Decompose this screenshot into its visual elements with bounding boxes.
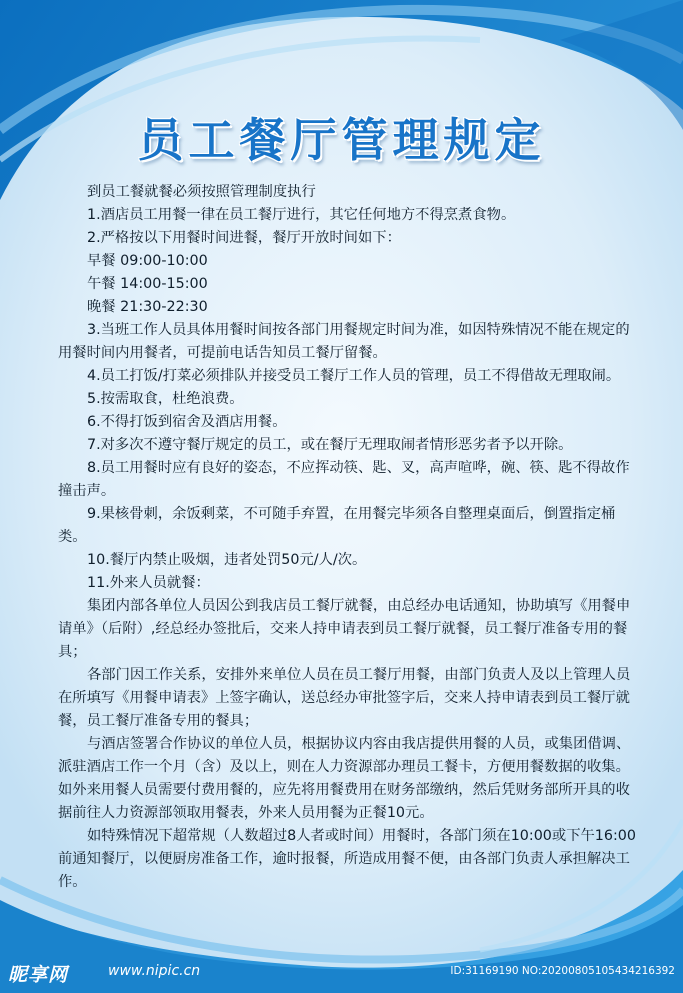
watermark-id: ID:31169190 NO:20200805105434216392 bbox=[450, 965, 675, 977]
breakfast-time: 早餐 09:00-10:00 bbox=[87, 253, 208, 269]
rule-11-special-cases: 如特殊情况下超常规（人数超过8人者或时间）用餐时，各部门须在10:00或下午16:00前通知餐厅，以便厨房准备工作，逾时报餐，所造成用餐不便，由各部门负责人承担解决工作。 bbox=[58, 828, 636, 890]
rule-1: 1.酒店员工用餐一律在员工餐厅进行，其它任何地方不得烹煮食物。 bbox=[87, 207, 516, 223]
dinner-time: 晚餐 21:30-22:30 bbox=[87, 299, 208, 315]
rule-11: 11.外来人员就餐： bbox=[87, 575, 210, 591]
rule-9: 9.果核骨刺，余饭剩菜，不可随手弃置，在用餐完毕须各自整理桌面后，倒置指定桶类。 bbox=[58, 506, 616, 545]
intro-line: 到员工餐就餐必须按照管理制度执行 bbox=[87, 184, 316, 200]
rule-6: 6.不得打饭到宿舍及酒店用餐。 bbox=[87, 414, 287, 430]
rule-3: 3.当班工作人员具体用餐时间按各部门用餐规定时间为准，如因特殊情况不能在规定的用餐时间内用餐者，可提前电话告知员工餐厅留餐。 bbox=[58, 322, 630, 361]
rule-8: 8.员工用餐时应有良好的姿态，不应挥动筷、匙、叉，高声喧哗，碗、筷、匙不得故作撞击声。 bbox=[58, 460, 630, 499]
rule-11-group-staff: 集团内部各单位人员因公到我店员工餐厅就餐，由总经办电话通知，协助填写《用餐申请单》（后附）,经总经办签批后，交来人持申请表到员工餐厅就餐，员工餐厅准备专用的餐具； bbox=[58, 598, 631, 660]
rule-5: 5.按需取食，杜绝浪费。 bbox=[87, 391, 244, 407]
poster-title: 员工餐厅管理规定 bbox=[137, 113, 546, 167]
regulation-text bbox=[58, 181, 636, 894]
watermark-url: www.nipic.cn bbox=[108, 963, 201, 979]
rule-11-partner-staff: 与酒店签署合作协议的单位人员，根据协议内容由我店提供用餐的人员，或集团借调、派驻酒店工作一个月（含）及以上，则在人力资源部办理员工餐卡，方便用餐数据的收集。如外来用餐人员需要付费用餐的，应先将用餐费用在财务部缴纳，然后凭财务部所开具的收据前往人力资源部领取用餐表，外来人员用餐为正餐10元。 bbox=[58, 736, 631, 821]
rule-10: 10.餐厅内禁止吸烟，违者处罚50元/人/次。 bbox=[87, 552, 367, 568]
rule-2: 2.严格按以下用餐时间进餐，餐厅开放时间如下： bbox=[87, 230, 401, 246]
lunch-time: 午餐 14:00-15:00 bbox=[87, 276, 208, 292]
rule-4: 4.员工打饭/打菜必须排队并接受员工餐厅工作人员的管理，员工不得借故无理取闹。 bbox=[87, 368, 621, 384]
rule-11-department-guests: 各部门因工作关系，安排外来单位人员在员工餐厅用餐，由部门负责人及以上管理人员在所填写《用餐申请表》上签字确认，送总经办审批签字后，交来人持申请表到员工餐厅就餐，员工餐厅准备专用的餐具； bbox=[58, 667, 631, 729]
watermark-logo: 昵享网 bbox=[8, 964, 69, 986]
rule-7: 7.对多次不遵守餐厅规定的员工，或在餐厅无理取闹者情形恶劣者予以开除。 bbox=[87, 437, 573, 453]
